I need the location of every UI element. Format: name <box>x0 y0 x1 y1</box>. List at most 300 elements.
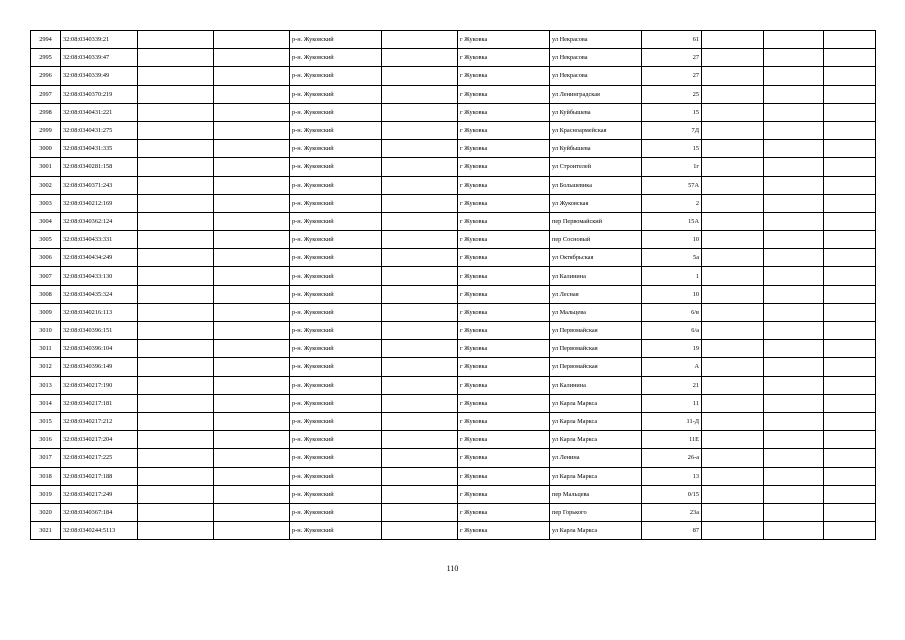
empty-cell <box>138 176 214 194</box>
empty-cell <box>214 267 290 285</box>
district-cell: р-н. Жуковский <box>290 103 382 121</box>
district-cell: р-н. Жуковский <box>290 467 382 485</box>
empty-cell <box>214 285 290 303</box>
district-cell: р-н. Жуковский <box>290 303 382 321</box>
cadastral-number-cell: 32:08:0340431:335 <box>61 140 138 158</box>
empty-cell <box>702 121 764 139</box>
house-number-cell: 1г <box>642 158 702 176</box>
empty-cell <box>382 303 458 321</box>
empty-cell <box>382 176 458 194</box>
empty-cell <box>764 467 824 485</box>
empty-cell <box>702 49 764 67</box>
empty-cell <box>702 103 764 121</box>
empty-cell <box>824 467 876 485</box>
empty-cell <box>214 67 290 85</box>
empty-cell <box>824 49 876 67</box>
cadastral-number-cell: 32:08:0340217:188 <box>61 467 138 485</box>
city-cell: г Жуковка <box>458 176 550 194</box>
row-number-cell: 3011 <box>31 340 61 358</box>
empty-cell <box>214 212 290 230</box>
empty-cell <box>138 140 214 158</box>
empty-cell <box>702 85 764 103</box>
house-number-cell: 10 <box>642 231 702 249</box>
city-cell: г Жуковка <box>458 322 550 340</box>
empty-cell <box>138 103 214 121</box>
empty-cell <box>382 322 458 340</box>
empty-cell <box>824 231 876 249</box>
empty-cell <box>382 249 458 267</box>
empty-cell <box>214 522 290 540</box>
empty-cell <box>702 449 764 467</box>
district-cell: р-н. Жуковский <box>290 176 382 194</box>
table-row <box>31 394 876 412</box>
empty-cell <box>702 376 764 394</box>
property-registry-table <box>30 30 876 540</box>
cadastral-number-cell: 32:08:0340434:249 <box>61 249 138 267</box>
empty-cell <box>764 49 824 67</box>
empty-cell <box>138 431 214 449</box>
row-number-cell: 3017 <box>31 449 61 467</box>
empty-cell <box>214 85 290 103</box>
house-number-cell: 6/а <box>642 322 702 340</box>
empty-cell <box>138 358 214 376</box>
row-number-cell: 3021 <box>31 522 61 540</box>
empty-cell <box>138 322 214 340</box>
cadastral-number-cell: 32:08:0340216:113 <box>61 303 138 321</box>
empty-cell <box>764 194 824 212</box>
empty-cell <box>764 485 824 503</box>
row-number-cell: 3001 <box>31 158 61 176</box>
row-number-cell: 2994 <box>31 31 61 49</box>
district-cell: р-н. Жуковский <box>290 49 382 67</box>
cadastral-number-cell: 32:08:0340212:169 <box>61 194 138 212</box>
district-cell: р-н. Жуковский <box>290 412 382 430</box>
empty-cell <box>764 394 824 412</box>
empty-cell <box>702 340 764 358</box>
empty-cell <box>764 249 824 267</box>
table-row <box>31 121 876 139</box>
empty-cell <box>214 394 290 412</box>
empty-cell <box>382 394 458 412</box>
city-cell: г Жуковка <box>458 485 550 503</box>
city-cell: г Жуковка <box>458 449 550 467</box>
empty-cell <box>214 449 290 467</box>
empty-cell <box>702 194 764 212</box>
empty-cell <box>214 231 290 249</box>
row-number-cell: 3003 <box>31 194 61 212</box>
empty-cell <box>214 194 290 212</box>
table-row <box>31 67 876 85</box>
cadastral-number-cell: 32:08:0340339:21 <box>61 31 138 49</box>
street-cell: ул Куйбышева <box>550 140 642 158</box>
empty-cell <box>214 467 290 485</box>
empty-cell <box>214 31 290 49</box>
table-row <box>31 340 876 358</box>
empty-cell <box>824 158 876 176</box>
row-number-cell: 2995 <box>31 49 61 67</box>
city-cell: г Жуковка <box>458 158 550 176</box>
empty-cell <box>824 194 876 212</box>
empty-cell <box>824 85 876 103</box>
house-number-cell: А <box>642 358 702 376</box>
empty-cell <box>214 103 290 121</box>
street-cell: ул Строителей <box>550 158 642 176</box>
empty-cell <box>764 158 824 176</box>
district-cell: р-н. Жуковский <box>290 340 382 358</box>
table-body <box>31 31 876 540</box>
street-cell: ул Куйбышева <box>550 103 642 121</box>
empty-cell <box>214 303 290 321</box>
empty-cell <box>214 49 290 67</box>
district-cell: р-н. Жуковский <box>290 376 382 394</box>
house-number-cell: 0/15 <box>642 485 702 503</box>
district-cell: р-н. Жуковский <box>290 212 382 230</box>
empty-cell <box>702 431 764 449</box>
empty-cell <box>382 340 458 358</box>
empty-cell <box>824 503 876 521</box>
empty-cell <box>382 49 458 67</box>
empty-cell <box>382 485 458 503</box>
city-cell: г Жуковка <box>458 140 550 158</box>
empty-cell <box>138 449 214 467</box>
street-cell: ул Мальцева <box>550 303 642 321</box>
cadastral-number-cell: 32:08:0340367:184 <box>61 503 138 521</box>
house-number-cell: 11 <box>642 394 702 412</box>
row-number-cell: 3014 <box>31 394 61 412</box>
empty-cell <box>702 522 764 540</box>
cadastral-number-cell: 32:08:0340396:149 <box>61 358 138 376</box>
empty-cell <box>824 449 876 467</box>
empty-cell <box>138 303 214 321</box>
empty-cell <box>702 322 764 340</box>
district-cell: р-н. Жуковский <box>290 121 382 139</box>
cadastral-number-cell: 32:08:0340217:181 <box>61 394 138 412</box>
house-number-cell: 13 <box>642 467 702 485</box>
street-cell: ул Карла Маркса <box>550 394 642 412</box>
district-cell: р-н. Жуковский <box>290 394 382 412</box>
table-row <box>31 249 876 267</box>
empty-cell <box>702 303 764 321</box>
street-cell: ул Калинина <box>550 267 642 285</box>
empty-cell <box>764 340 824 358</box>
empty-cell <box>824 522 876 540</box>
empty-cell <box>382 212 458 230</box>
empty-cell <box>764 358 824 376</box>
district-cell: р-н. Жуковский <box>290 431 382 449</box>
row-number-cell: 3018 <box>31 467 61 485</box>
house-number-cell: 5а <box>642 249 702 267</box>
empty-cell <box>702 503 764 521</box>
row-number-cell: 3016 <box>31 431 61 449</box>
house-number-cell: 15 <box>642 103 702 121</box>
registry-sheet <box>30 30 875 540</box>
empty-cell <box>382 158 458 176</box>
street-cell: ул Ленинградская <box>550 85 642 103</box>
empty-cell <box>138 85 214 103</box>
empty-cell <box>382 358 458 376</box>
row-number-cell: 3012 <box>31 358 61 376</box>
table-row <box>31 522 876 540</box>
empty-cell <box>764 303 824 321</box>
empty-cell <box>382 522 458 540</box>
row-number-cell: 3020 <box>31 503 61 521</box>
empty-cell <box>702 158 764 176</box>
city-cell: г Жуковка <box>458 267 550 285</box>
row-number-cell: 2996 <box>31 67 61 85</box>
cadastral-number-cell: 32:08:0340435:324 <box>61 285 138 303</box>
empty-cell <box>764 522 824 540</box>
empty-cell <box>138 249 214 267</box>
empty-cell <box>824 249 876 267</box>
empty-cell <box>382 467 458 485</box>
empty-cell <box>824 176 876 194</box>
street-cell: ул Карла Маркса <box>550 522 642 540</box>
empty-cell <box>824 103 876 121</box>
street-cell: ул Красноармейская <box>550 121 642 139</box>
city-cell: г Жуковка <box>458 358 550 376</box>
empty-cell <box>138 340 214 358</box>
empty-cell <box>702 485 764 503</box>
table-row <box>31 467 876 485</box>
empty-cell <box>138 467 214 485</box>
empty-cell <box>702 140 764 158</box>
empty-cell <box>382 231 458 249</box>
street-cell: пер Мальцева <box>550 485 642 503</box>
district-cell: р-н. Жуковский <box>290 67 382 85</box>
empty-cell <box>214 340 290 358</box>
house-number-cell: 27 <box>642 49 702 67</box>
cadastral-number-cell: 32:08:0340370:219 <box>61 85 138 103</box>
cadastral-number-cell: 32:08:0340431:275 <box>61 121 138 139</box>
row-number-cell: 3010 <box>31 322 61 340</box>
empty-cell <box>382 412 458 430</box>
cadastral-number-cell: 32:08:0340339:47 <box>61 49 138 67</box>
city-cell: г Жуковка <box>458 503 550 521</box>
page-number: 110 <box>446 564 459 573</box>
empty-cell <box>824 412 876 430</box>
city-cell: г Жуковка <box>458 249 550 267</box>
district-cell: р-н. Жуковский <box>290 249 382 267</box>
row-number-cell: 2997 <box>31 85 61 103</box>
city-cell: г Жуковка <box>458 49 550 67</box>
empty-cell <box>138 231 214 249</box>
row-number-cell: 3004 <box>31 212 61 230</box>
house-number-cell: 23а <box>642 503 702 521</box>
cadastral-number-cell: 32:08:0340217:190 <box>61 376 138 394</box>
row-number-cell: 3002 <box>31 176 61 194</box>
empty-cell <box>764 449 824 467</box>
city-cell: г Жуковка <box>458 376 550 394</box>
empty-cell <box>214 322 290 340</box>
empty-cell <box>382 85 458 103</box>
empty-cell <box>824 267 876 285</box>
empty-cell <box>824 31 876 49</box>
house-number-cell: 25 <box>642 85 702 103</box>
table-row <box>31 231 876 249</box>
empty-cell <box>214 140 290 158</box>
empty-cell <box>214 121 290 139</box>
empty-cell <box>702 467 764 485</box>
empty-cell <box>138 121 214 139</box>
empty-cell <box>214 158 290 176</box>
district-cell: р-н. Жуковский <box>290 194 382 212</box>
empty-cell <box>764 503 824 521</box>
row-number-cell: 3005 <box>31 231 61 249</box>
empty-cell <box>702 358 764 376</box>
table-row <box>31 267 876 285</box>
house-number-cell: 21 <box>642 376 702 394</box>
empty-cell <box>702 212 764 230</box>
empty-cell <box>824 322 876 340</box>
district-cell: р-н. Жуковский <box>290 85 382 103</box>
empty-cell <box>702 67 764 85</box>
table-row <box>31 485 876 503</box>
house-number-cell: 87 <box>642 522 702 540</box>
city-cell: г Жуковка <box>458 340 550 358</box>
empty-cell <box>764 140 824 158</box>
cadastral-number-cell: 32:08:0340396:151 <box>61 322 138 340</box>
empty-cell <box>764 67 824 85</box>
city-cell: г Жуковка <box>458 194 550 212</box>
empty-cell <box>702 394 764 412</box>
empty-cell <box>138 394 214 412</box>
city-cell: г Жуковка <box>458 303 550 321</box>
street-cell: ул Первомайская <box>550 340 642 358</box>
empty-cell <box>824 394 876 412</box>
empty-cell <box>764 322 824 340</box>
house-number-cell: 11Е <box>642 431 702 449</box>
city-cell: г Жуковка <box>458 103 550 121</box>
empty-cell <box>138 376 214 394</box>
table-row <box>31 31 876 49</box>
empty-cell <box>138 412 214 430</box>
table-row <box>31 85 876 103</box>
empty-cell <box>764 176 824 194</box>
city-cell: г Жуковка <box>458 522 550 540</box>
street-cell: ул Большевика <box>550 176 642 194</box>
empty-cell <box>382 140 458 158</box>
cadastral-number-cell: 32:08:0340217:212 <box>61 412 138 430</box>
city-cell: г Жуковка <box>458 285 550 303</box>
table-row <box>31 103 876 121</box>
street-cell: ул Карла Маркса <box>550 431 642 449</box>
street-cell: пер Первомайский <box>550 212 642 230</box>
cadastral-number-cell: 32:08:0340396:104 <box>61 340 138 358</box>
empty-cell <box>824 121 876 139</box>
district-cell: р-н. Жуковский <box>290 231 382 249</box>
table-row <box>31 412 876 430</box>
empty-cell <box>764 31 824 49</box>
district-cell: р-н. Жуковский <box>290 358 382 376</box>
empty-cell <box>702 285 764 303</box>
empty-cell <box>824 376 876 394</box>
empty-cell <box>382 267 458 285</box>
empty-cell <box>382 431 458 449</box>
empty-cell <box>824 431 876 449</box>
row-number-cell: 3000 <box>31 140 61 158</box>
cadastral-number-cell: 32:08:0340281:158 <box>61 158 138 176</box>
empty-cell <box>764 85 824 103</box>
empty-cell <box>382 31 458 49</box>
empty-cell <box>382 121 458 139</box>
empty-cell <box>382 103 458 121</box>
empty-cell <box>824 140 876 158</box>
house-number-cell: 19 <box>642 340 702 358</box>
cadastral-number-cell: 32:08:0340371:243 <box>61 176 138 194</box>
house-number-cell: 1 <box>642 267 702 285</box>
house-number-cell: 27 <box>642 67 702 85</box>
city-cell: г Жуковка <box>458 121 550 139</box>
row-number-cell: 3015 <box>31 412 61 430</box>
district-cell: р-н. Жуковский <box>290 522 382 540</box>
table-row <box>31 49 876 67</box>
empty-cell <box>764 412 824 430</box>
cadastral-number-cell: 32:08:0340339:49 <box>61 67 138 85</box>
empty-cell <box>764 267 824 285</box>
table-row <box>31 322 876 340</box>
street-cell: ул Карла Маркса <box>550 467 642 485</box>
street-cell: ул Калинина <box>550 376 642 394</box>
empty-cell <box>824 67 876 85</box>
street-cell: ул Лесная <box>550 285 642 303</box>
empty-cell <box>138 285 214 303</box>
empty-cell <box>214 412 290 430</box>
city-cell: г Жуковка <box>458 431 550 449</box>
empty-cell <box>702 231 764 249</box>
empty-cell <box>764 212 824 230</box>
house-number-cell: 15А <box>642 212 702 230</box>
empty-cell <box>702 31 764 49</box>
empty-cell <box>382 503 458 521</box>
empty-cell <box>382 194 458 212</box>
empty-cell <box>214 485 290 503</box>
district-cell: р-н. Жуковский <box>290 267 382 285</box>
empty-cell <box>382 285 458 303</box>
district-cell: р-н. Жуковский <box>290 449 382 467</box>
empty-cell <box>702 267 764 285</box>
district-cell: р-н. Жуковский <box>290 322 382 340</box>
street-cell: ул Некрасова <box>550 31 642 49</box>
house-number-cell: 6/в <box>642 303 702 321</box>
table-row <box>31 212 876 230</box>
empty-cell <box>764 103 824 121</box>
house-number-cell: 61 <box>642 31 702 49</box>
district-cell: р-н. Жуковский <box>290 485 382 503</box>
city-cell: г Жуковка <box>458 412 550 430</box>
street-cell: пер Горького <box>550 503 642 521</box>
house-number-cell: 2 <box>642 194 702 212</box>
table-row <box>31 376 876 394</box>
empty-cell <box>702 176 764 194</box>
street-cell: ул Некрасова <box>550 67 642 85</box>
table-row <box>31 449 876 467</box>
cadastral-number-cell: 32:08:0340217:225 <box>61 449 138 467</box>
empty-cell <box>138 31 214 49</box>
row-number-cell: 2998 <box>31 103 61 121</box>
empty-cell <box>138 522 214 540</box>
empty-cell <box>824 303 876 321</box>
empty-cell <box>382 449 458 467</box>
empty-cell <box>764 431 824 449</box>
empty-cell <box>824 212 876 230</box>
cadastral-number-cell: 32:08:0340431:221 <box>61 103 138 121</box>
empty-cell <box>764 231 824 249</box>
empty-cell <box>138 267 214 285</box>
cadastral-number-cell: 32:08:0340217:249 <box>61 485 138 503</box>
city-cell: г Жуковка <box>458 31 550 49</box>
cadastral-number-cell: 32:08:0340362:124 <box>61 212 138 230</box>
city-cell: г Жуковка <box>458 467 550 485</box>
